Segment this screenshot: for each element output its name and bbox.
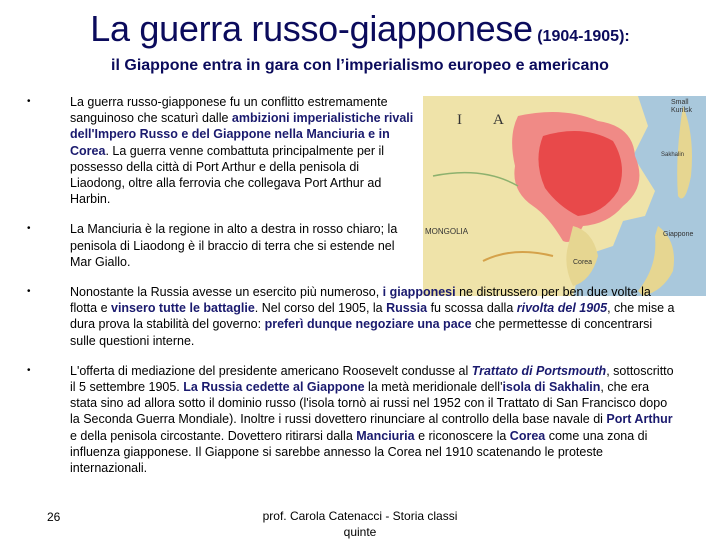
text-segment-bold: Russia (386, 301, 428, 316)
bullet-item (27, 94, 677, 207)
page-number: 26 (47, 510, 61, 524)
text-segment-bold: vinsero tutte le battaglie (111, 301, 255, 316)
bullet-item (27, 284, 677, 349)
text-segment: e riconoscere la (414, 428, 510, 443)
text-segment-bold: Corea (509, 428, 546, 443)
text-segment: fu scossa dalla (427, 301, 517, 316)
text-segment: come una zona di influenza giapponese. Il Giappone si sarebbe annesso la Corea nel 1910 scatenando le proteste internazionali. (70, 428, 648, 476)
slide-title (0, 8, 720, 50)
text-segment: che permettesse di concentrarsi sulle questioni interne. (70, 317, 653, 348)
map-label-small: Small (671, 99, 689, 106)
bullet-dot: • (27, 96, 31, 107)
text-segment: La guerra russo-giapponese fu un conflitto estremamente sanguinoso che scaturì dalle (70, 95, 388, 126)
bullet-item (27, 221, 677, 270)
title-main: La guerra russo-giapponese (90, 8, 533, 49)
text-segment-bold-italic: rivolta del 1905 (516, 301, 608, 316)
text-segment-bold: La Russia cedette al Giappone (183, 380, 365, 395)
map-label-korea: Corea (573, 259, 593, 266)
map-label-a: A (493, 112, 504, 128)
text-segment-bold: isola di Sakhalin (502, 380, 601, 395)
bullet-dot: • (27, 223, 31, 235)
text-segment-bold: Manciuria (356, 428, 415, 443)
map-label-kurilsk: Kurilsk (671, 107, 693, 114)
bullet-dot: • (27, 286, 31, 298)
text-segment: , che mise a dura prova la stabilità del governo: (70, 301, 675, 332)
text-segment-bold: Port Arthur (606, 412, 673, 427)
slide-subtitle: il Giappone entra in gara con l’imperialismo europeo e americano (111, 57, 609, 74)
text-segment-bold: i giapponesi (382, 285, 456, 300)
bullet-item (27, 363, 677, 476)
bullet-list (27, 94, 677, 490)
title-years: (1904-1905): (537, 28, 630, 45)
text-segment: , che era stata sino ad allora sotto il dominio russo (l'isola tornò ai russi nel 1952 con il Trattato di San Francisco dopo la Seconda Guerra Mondiale). Inoltre i russi dovettero rinunciare al controllo della base navale di (70, 380, 668, 427)
bullet-text (70, 95, 413, 206)
text-segment: L'offerta di mediazione del presidente americano Roosevelt condusse al (70, 363, 472, 378)
map-label-i: I (457, 112, 462, 128)
bullet-dot: • (27, 364, 31, 376)
text-segment-bold-italic: Trattato di Portsmouth (471, 363, 607, 378)
text-segment-bold: preferì dunque negoziare una pace (264, 317, 472, 332)
text-segment: . La guerra venne combattuta principalmente per il possesso della città di Port Arthur e della penisola di Liaodong, oltre alla ferrovia che collegava Port Arthur ad Harbin. (70, 143, 385, 207)
text-segment: la metà meridionale dell' (364, 380, 503, 395)
text-segment: . Nel corso del 1905, la (254, 301, 387, 316)
text-segment-bold: ambizioni imperialistiche rivali dell'Impero Russo e del Giappone nella Manciuria e in Corea (70, 111, 414, 158)
bullet-text (70, 364, 674, 475)
bullet-text (70, 285, 674, 348)
map-label-mongolia: MONGOLIA (425, 227, 469, 236)
map-label-japan: Giappone (663, 231, 694, 238)
bullet-text: La Manciuria è la regione in alto a destra in rosso chiaro; la penisola di Liaodong è il braccio di terra che si estende nel Mar Giallo. (70, 222, 398, 269)
text-segment: , sottoscritto il 5 settembre 1905. (70, 363, 674, 395)
text-segment: Nonostante la Russia avesse un esercito più numeroso, (70, 285, 383, 300)
text-segment: e della penisola circostante. Dovettero ritirarsi dalla (70, 428, 357, 443)
footer-credit: prof. Carola Catenacci - Storia classi quinte (262, 509, 458, 539)
map-label-sakhalin: Sakhalin (661, 152, 685, 158)
text-segment: ne distrussero per ben due volte la flotta e (70, 285, 651, 316)
